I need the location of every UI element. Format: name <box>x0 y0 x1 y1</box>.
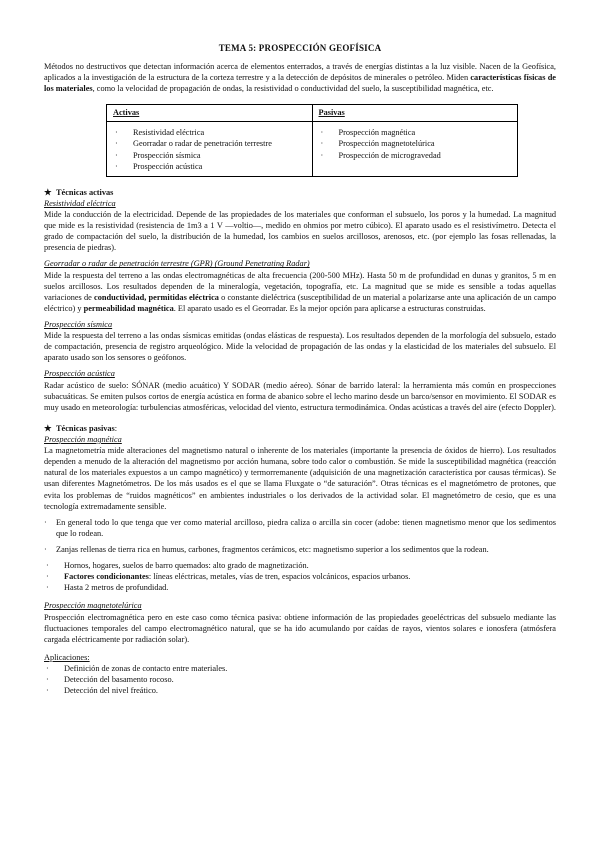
aplicaciones-list <box>44 663 556 696</box>
list-item: · Detección del basamento rocoso. <box>44 674 556 685</box>
sismica-text: Mide la respuesta del terreno a las ondas sísmicas emitidas (ondas elásticas de respuesta). Los resultados dependen de la morfología del subsuelo, estado de compactación, presencia de registro arqueológico. Mide la velocidad de propagación de las ondas y la elasticidad de los materiales del subsuelo. El aparato usado son los sensores o geófonos. <box>44 331 556 363</box>
gpr-bold-1: conductividad, permitidas eléctrica <box>94 292 219 302</box>
factores-bold: Factores condicionantes <box>64 572 149 582</box>
intro-text-1: Métodos no destructivos que detectan información acerca de elementos enterrados, a través de energías distintas a la luz visible. Nacen de la Geofísica, aplicados a la investigación de la estructura de la corteza terrestre y a la detección de depósitos de minerales o petróleo. Miden <box>44 62 556 83</box>
star-icon: ★ <box>44 423 52 433</box>
list-item: · Hornos, hogares, suelos de barro quemados: alto grado de magnetización. <box>44 560 556 571</box>
magnetica-para-2: · Zanjas rellenas de tierra rica en humus, carbones, fragmentos cerámicos, etc: magnetismo superior a los sedimentos que la rodean. <box>44 544 556 555</box>
list-item: · Detección del nivel freático. <box>44 685 556 696</box>
aplicaciones-title: Aplicaciones: <box>44 652 90 662</box>
magnetotelurica-text: Prospección electromagnética pero en este caso como técnica pasiva: obtiene información de las propiedades geoeléctricas del subsuelo mediante las fluctuaciones temporales del campo electromagnético natural, que se ha ido acumulando por caídas de rayos, vientos solares e ionosfera (atmósfera cargada eléctricamente por radiación solar). <box>44 612 556 644</box>
star-icon: ★ <box>44 187 52 197</box>
magnetica-para-1: · En general todo lo que tenga que ver como material arcilloso, piedra caliza o arcilla sin cocer (adobe: tienen magnetismo menor que los sedimentos que lo rodean. <box>44 517 556 539</box>
list-item: · Definición de zonas de contacto entre materiales. <box>44 663 556 674</box>
table-header-activas: Activas <box>107 105 313 122</box>
table-pasiva-item: · Prospección magnética <box>319 127 512 138</box>
pasivas-heading <box>44 423 556 434</box>
magnetica-title: Prospección magnética <box>44 435 122 444</box>
gpr-bold-2: permeabilidad magnética <box>83 303 174 313</box>
table-cell-activas <box>107 122 313 176</box>
gpr-text-1: Mide la respuesta del terreno a las ondas electromagnéticas de alta frecuencia (200-500 MHz). Hasta 50 m de profundidad en dunas y granitos, 5 m en suelos arcillosos. Los resultados dependen de la mineralogía, vegetación, topografía, etc. La magnitud que se mide es sensible a todas aquellas variaciones de <box>44 270 556 302</box>
techniques-table <box>106 104 518 176</box>
intro-text-2: , como la velocidad de propagación de ondas, la resistividad o conductividad del suelo, la susceptibilidad magnética, etc. <box>92 84 494 94</box>
table-activa-item: · Resistividad eléctrica <box>113 127 306 138</box>
table-cell-pasivas <box>312 122 518 176</box>
activas-heading-text: Técnicas activas <box>56 187 114 197</box>
gpr-text-2: o constante dieléctrica (susceptibilidad de un material a polarizarse ante una aplicación de un campo eléctrico) y <box>44 292 556 313</box>
gpr-title: Georradar o radar de penetración terrestre (GPR) (Ground Penetrating Radar) <box>44 259 310 269</box>
acustica-title: Prospección acústica <box>44 369 115 379</box>
page-title: TEMA 5: PROSPECCIÓN GEOFÍSICA <box>218 43 382 53</box>
table-activa-item: · Prospección acústica <box>113 161 306 172</box>
table-activa-item: · Prospección sísmica <box>113 150 306 161</box>
table-pasiva-item: · Prospección magnetotelúrica <box>319 138 512 149</box>
gpr-text-3: . El aparato usado es el Georradar. Es la mejor opción para aplicarse a estructuras construidas. <box>173 303 486 313</box>
gpr-text <box>44 270 556 314</box>
activas-heading <box>44 187 556 198</box>
table-activa-item: · Georradar o radar de penetración terrestre <box>113 138 306 149</box>
resistividad-text: Mide la conducción de la electricidad. Depende de las propiedades de los materiales que conforman el subsuelo, los poros y la humedad. La magnitud que mide es la resistividad (resistencia de 1m3 a 1 V —voltio—, medido en ohmios por metro cúbico). El aparato usado es el resistivímetro. Detecta el grado de compactación del suelo, la distribución de la humedad, los cambios en suelos arcillosos, arenosos, etc. (por ejemplo las fosas rellenadas, la presencia de piedras). <box>44 210 556 253</box>
factores-text: : líneas eléctricas, metales, vías de tren, espacios volcánicos, espacios urbanos. <box>148 572 411 582</box>
magnetotelurica-title: Prospección magnetotelúrica <box>44 601 142 611</box>
intro-paragraph <box>44 61 556 94</box>
sismica-title: Prospección sísmica <box>44 320 113 330</box>
magnetica-text: La magnetometría mide alteraciones del magnetismo natural o inherente de los materiales (importante la presencia de óxidos de hierro). Los resultados dependen a menudo de la alteración del magnetismo por acción humana, sobre todo calor o combustión. Se mide la susceptibilidad magnética (reacción natural de los materiales expuestos a un campo magnético) y termorremanente (adquisición de una magnetización característica por causas térmicas). Se usan diferentes Magnetómetros. De los más usados es el que se llama Fluxgate o “de saturación”. Otras técnicas es el magnetómetro de protones, que evita los problemas de “ruidos magnéticos” en ambientes industriales o los derivados de la actividad solar. El magnetómetro de cesio, que es una tecnología extremadamente sensible. <box>44 446 556 511</box>
acustica-text: Radar acústico de suelo: SÓNAR (medio acuático) Y SODAR (medio aéreo). Sónar de barrido lateral: la herramienta más común en prospecciones subacuáticas. Se emiten pulsos cortos de energía acústica en forma de abanico sobre el lecho marino desde un barco/sensor en movimiento. El SODAR es muy usado en meteorología: turbulencias atmosféricas, velocidad del viento, estructura termodinámica. Ondas acústicas a través del aire (efecto Doppler). <box>44 380 556 412</box>
list-item: · Hasta 2 metros de profundidad. <box>44 582 556 593</box>
list-item <box>44 571 556 582</box>
magnetica-list <box>44 560 556 593</box>
table-pasiva-item: · Prospección de microgravedad <box>319 150 512 161</box>
table-header-pasivas: Pasivas <box>312 105 518 122</box>
intro-bold: características físicas de los materiales <box>44 73 556 94</box>
resistividad-title: Resistividad eléctrica <box>44 198 116 208</box>
pasivas-heading-text: Técnicas pasivas <box>56 423 115 433</box>
pasivas-heading-colon: : <box>114 423 118 433</box>
